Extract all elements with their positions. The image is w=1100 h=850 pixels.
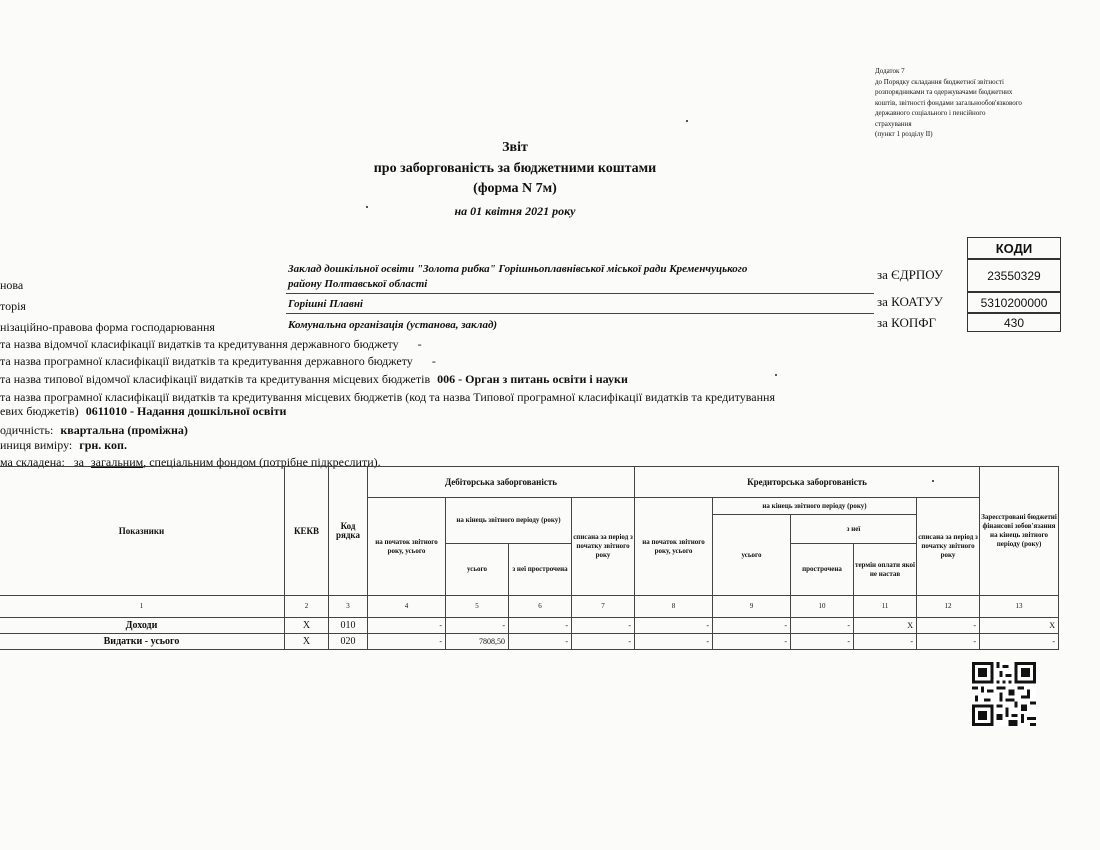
header-credit-end: на кінець звітного періоду (року): [713, 498, 917, 515]
cell: -: [572, 618, 635, 634]
cell: -: [917, 634, 980, 650]
column-number: 9: [713, 596, 791, 618]
territory-underline: [286, 313, 874, 314]
column-number: 5: [446, 596, 509, 618]
report-form-number: (форма N 7м): [473, 181, 557, 196]
cell: -: [635, 634, 713, 650]
prog-class-local-text: евих бюджетів): [0, 404, 79, 418]
column-number: 13: [980, 596, 1059, 618]
koatuu-value: 5310200000: [967, 292, 1061, 313]
cell: -: [791, 634, 854, 650]
header-debit: Дебіторська заборгованість: [368, 467, 635, 498]
cell: -: [368, 618, 446, 634]
appendix-line: (пункт 1 розділу II): [875, 130, 933, 138]
prog-class-state-label: [0, 354, 436, 369]
report-title: Звіт: [502, 140, 528, 155]
territory-label: торія: [0, 299, 26, 313]
cell: -: [635, 618, 713, 634]
column-number: 7: [572, 596, 635, 618]
period-value: квартальна (проміжна): [60, 423, 188, 437]
kopfg-value: 430: [967, 313, 1061, 332]
column-number: 6: [509, 596, 572, 618]
prog-class-local-line2: [0, 404, 286, 419]
qr-code-icon: [972, 662, 1036, 726]
header-debit-end: на кінець звітного періоду (року): [446, 498, 572, 544]
dept-class-state-text: та назва відомчої класифікації видатків та кредитування державного бюджету: [0, 337, 399, 351]
column-number: 10: [791, 596, 854, 618]
appendix-line: коштів, звітності фондами загальнообов'язкового: [875, 98, 1022, 107]
column-number: 4: [368, 596, 446, 618]
cell: -: [446, 618, 509, 634]
prog-class-state-value: -: [431, 354, 436, 368]
row-name: Видатки - усього: [0, 634, 285, 650]
cell: -: [917, 618, 980, 634]
row-code: 020: [329, 634, 368, 650]
row-code: 010: [329, 618, 368, 634]
unit-row: [0, 438, 127, 453]
period-row: [0, 423, 188, 438]
cell: -: [509, 634, 572, 650]
cell: -: [713, 618, 791, 634]
header-credit: Кредиторська заборгованість: [635, 467, 980, 498]
appendix-line: страхування: [875, 119, 912, 128]
header-credit-overdue: прострочена: [791, 544, 854, 596]
header-row-code: Код рядка: [329, 467, 368, 596]
appendix-note: [875, 66, 1075, 140]
header-credit-total: усього: [713, 515, 791, 596]
table-row: [0, 634, 1059, 650]
column-number: 11: [854, 596, 917, 618]
period-label: одичність:: [0, 423, 54, 437]
scan-speck: [775, 374, 777, 376]
header-registered: Зареєстровані бюджетні фінансові зобов'язання на кінець звітного періоду (року): [980, 467, 1059, 596]
header-of-it: з неї: [791, 515, 917, 544]
edrpou-label: за ЄДРПОУ: [877, 267, 944, 282]
entity-label: нова: [0, 278, 24, 292]
header-kekv: КЕКВ: [285, 467, 329, 596]
legal-form-label: нізаційно-правова форма господарювання: [0, 320, 215, 334]
column-number: 2: [285, 596, 329, 618]
appendix-line: розпорядниками та одержувачами бюджетних: [875, 88, 1013, 96]
cell: -: [713, 634, 791, 650]
cell: 7808,50: [446, 634, 509, 650]
header-debit-start: на початок звітного року, усього: [368, 498, 446, 596]
entity-value-line2: району Полтавської області: [288, 278, 428, 290]
header-indicators: Показники: [0, 467, 285, 596]
header-debit-total: усього: [446, 544, 509, 596]
typical-class-local-label: [0, 372, 628, 387]
fund-general: загальним: [90, 455, 144, 469]
cell: -: [368, 634, 446, 650]
prog-class-local-value: 0611010 - Надання дошкільної освіти: [85, 404, 287, 418]
legal-form-value: Комунальна організація (установа, заклад): [288, 319, 498, 331]
column-number: 12: [917, 596, 980, 618]
prog-class-state-text: та назва програмної класифікації видатків та кредитування державного бюджету: [0, 354, 413, 368]
cell: -: [572, 634, 635, 650]
dept-class-state-label: [0, 337, 422, 352]
report-date: на 01 квітня 2021 року: [454, 204, 576, 218]
header-credit-term: термін оплати якої не настав: [854, 544, 917, 596]
codes-header: КОДИ: [967, 237, 1061, 259]
cell: X: [980, 618, 1059, 634]
unit-value: грн. коп.: [79, 438, 127, 452]
appendix-line: до Порядку складання бюджетної звітності: [875, 77, 1004, 86]
scan-speck: [686, 120, 688, 122]
cell: -: [854, 634, 917, 650]
unit-label: иниця виміру:: [0, 438, 73, 452]
header-debit-written: списана за період з початку звітного року: [572, 498, 635, 596]
prog-class-local-line1: та назва програмної класифікації видатків та кредитування місцевих бюджетів (код та назва Типової програмної класифікації видатків та кредитування: [0, 390, 775, 404]
typical-class-local-value: 006 - Орган з питань освіти і науки: [437, 372, 628, 386]
row-kekv: X: [285, 634, 329, 650]
entity-underline: [286, 293, 874, 294]
fund-prefix: за: [73, 455, 84, 469]
header-debit-overdue: з неї прострочена: [509, 544, 572, 596]
entity-value-line1: Заклад дошкільної освіти "Золота рибка" Горішньоплавнівської міської ради Кременчуцького: [288, 263, 748, 275]
row-kekv: X: [285, 618, 329, 634]
kopfg-label: за КОПФГ: [877, 315, 937, 330]
scan-speck: [932, 480, 934, 482]
cell: -: [509, 618, 572, 634]
koatuu-label: за КОАТУУ: [877, 294, 943, 309]
appendix-line: державного соціального і пенсійного: [875, 109, 986, 117]
cell: -: [791, 618, 854, 634]
appendix-line: Додаток 7: [875, 67, 905, 75]
scan-speck: [366, 206, 368, 208]
column-number: 3: [329, 596, 368, 618]
fund-rest: , спеціальним фондом (потрібне підкреслити).: [143, 455, 381, 469]
row-name: Доходи: [0, 618, 285, 634]
table-row: [0, 618, 1059, 634]
territory-value: Горішні Плавні: [288, 298, 363, 310]
cell: -: [980, 634, 1059, 650]
debt-report-table: [0, 466, 1059, 650]
report-subtitle: про заборгованість за бюджетними коштами: [373, 161, 657, 176]
column-number: 8: [635, 596, 713, 618]
cell: X: [854, 618, 917, 634]
column-number: 1: [0, 596, 285, 618]
header-credit-start: на початок звітного року, усього: [635, 498, 713, 596]
header-credit-written: списана за період з початку звітного року: [917, 498, 980, 596]
dept-class-state-value: -: [417, 337, 422, 351]
fund-label: ма складена:: [0, 455, 65, 469]
typical-class-local-text: та назва типової відомчої класифікації видатків та кредитування місцевих бюджетів: [0, 372, 431, 386]
edrpou-value: 23550329: [967, 259, 1061, 292]
